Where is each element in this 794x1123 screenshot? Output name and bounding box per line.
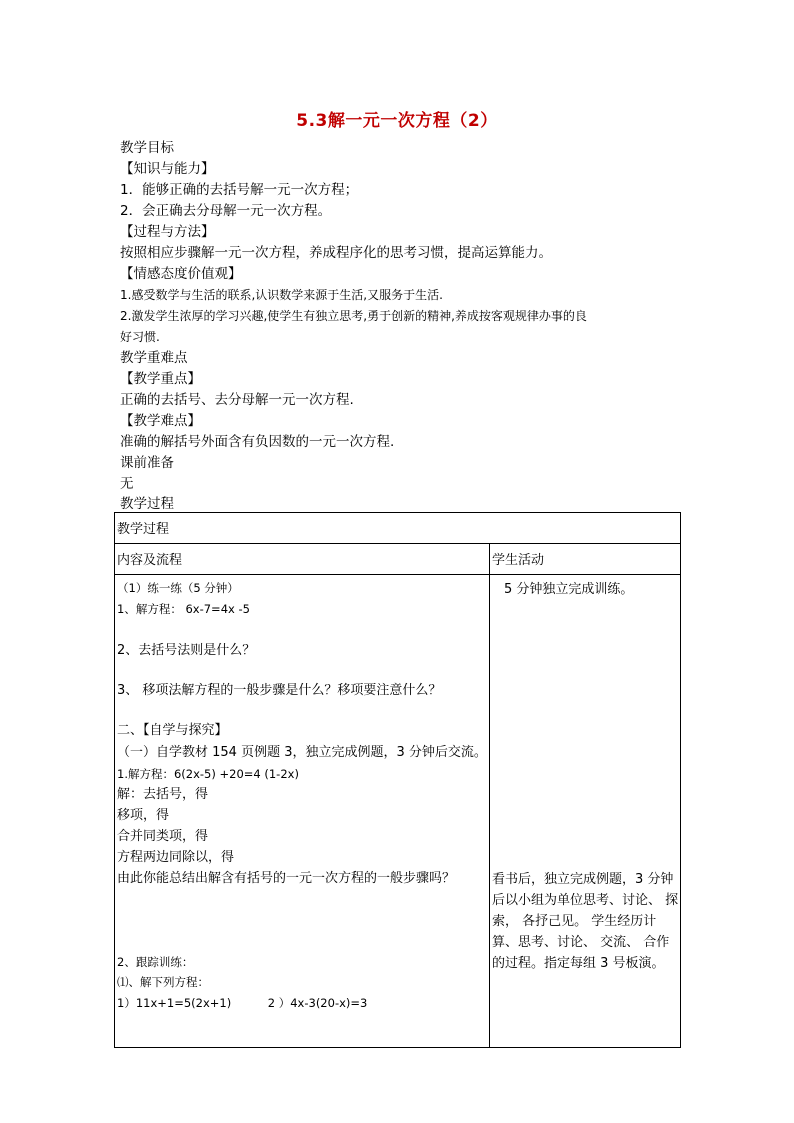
key-points-heading: 教学重难点 — [120, 350, 188, 366]
emotion-item-2: 2.激发学生浓厚的学习兴趣,使学生有独立思考,勇于创新的精神,养成按客观规律办事的良 — [120, 309, 587, 323]
content-line: 2、去括号法则是什么？ — [117, 643, 256, 658]
content-cell — [115, 575, 490, 1048]
table-caption: 教学过程 — [117, 522, 170, 537]
document-title: 5.3解一元一次方程（2） — [296, 111, 498, 131]
prep-text: 无 — [120, 476, 134, 492]
difficulty-heading: 【教学难点】 — [120, 413, 201, 429]
content-line: 3、 移项法解方程的一般步骤是什么？移项要注意什么？ — [117, 683, 442, 698]
content-line: 移项，得 — [117, 808, 170, 823]
focus-heading: 【教学重点】 — [120, 371, 201, 387]
content-line: 解：去括号，得 — [117, 787, 209, 802]
knowledge-item-1: 1．能够正确的去括号解一元一次方程； — [120, 182, 359, 198]
content-line: 由此你能总结出解含有括号的一元一次方程的一般步骤吗？ — [117, 871, 456, 886]
table-caption-cell — [115, 513, 681, 544]
header-student-cell — [490, 544, 681, 575]
content-line: ⑴、解下列方程： — [117, 975, 209, 989]
content-line: （1）练一练（5 分钟） — [117, 581, 239, 595]
header-content: 内容及流程 — [117, 553, 183, 568]
header-content-cell — [115, 544, 490, 575]
emotion-item-1: 1.感受数学与生活的联系,认识数学来源于生活,又服务于生活. — [120, 288, 443, 302]
content-line: 1、解方程： 6x-7=4x -5 — [117, 602, 250, 616]
emotion-item-2-cont: 好习惯. — [120, 330, 160, 344]
content-line: 二、【自学与探究】 — [117, 723, 228, 738]
process-method-heading: 【过程与方法】 — [120, 224, 215, 240]
difficulty-text: 准确的解括号外面含有负因数的一元一次方程. — [120, 434, 395, 450]
content-line: 1.解方程：6(2x-5) +20=4 (1-2x) — [117, 767, 299, 781]
content-line: 1）11x+1=5(2x+1) 2 ）4x-3(20-x)=3 — [117, 996, 368, 1010]
teaching-goals-heading: 教学目标 — [120, 140, 174, 156]
emotion-heading: 【情感态度价值观】 — [120, 266, 242, 282]
knowledge-item-2: 2．会正确去分母解一元一次方程。 — [120, 203, 332, 219]
content-line: 方程两边同除以，得 — [117, 850, 235, 865]
student-activity-cell — [490, 575, 681, 1048]
knowledge-heading: 【知识与能力】 — [120, 161, 215, 177]
content-line: （一）自学教材 154 页例题 3，独立完成例题，3 分钟后交流。 — [117, 745, 487, 760]
student-activity-2: 看书后，独立完成例题，3 分钟后以小组为单位思考、讨论、 探索， 各抒己见。 学生经历计算、思考、讨论、 交流、 合作的过程。指定每组 3 号板演。 — [492, 872, 679, 971]
content-line: 合并同类项，得 — [117, 829, 209, 844]
process-heading: 教学过程 — [120, 496, 174, 512]
teaching-process-table — [114, 512, 681, 1048]
header-student: 学生活动 — [492, 553, 545, 568]
prep-heading: 课前准备 — [120, 455, 174, 471]
process-method-text: 按照相应步骤解一元一次方程，养成程序化的思考习惯，提高运算能力。 — [120, 245, 552, 261]
student-activity-1: 5 分钟独立完成训练。 — [504, 582, 634, 597]
focus-text: 正确的去括号、去分母解一元一次方程. — [120, 392, 354, 408]
content-line: 2、跟踪训练： — [117, 955, 194, 969]
